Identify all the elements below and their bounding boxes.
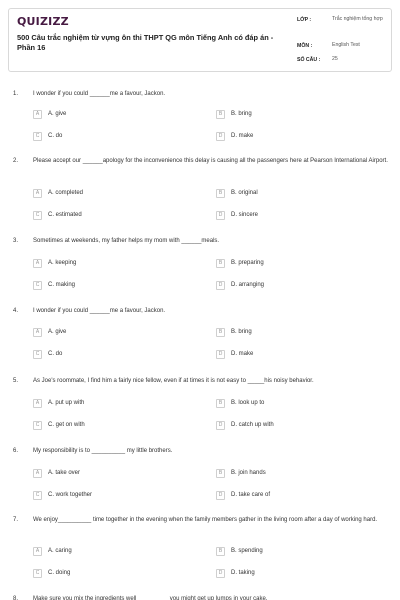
option-a[interactable] [33,257,76,269]
option-d[interactable] [216,209,258,221]
option-a[interactable] [33,326,66,338]
option-letter-box: C [33,350,42,359]
option-letter-box: C [33,211,42,220]
question-text: My responsibility is to __________ my little brothers. [33,448,173,454]
option-text: A. give [48,111,67,117]
option-a[interactable] [33,545,72,557]
option-text: D. make [231,133,254,139]
option-d[interactable] [216,489,270,501]
option-text: D. take care of [231,492,271,498]
meta-label: MÔN : [297,43,313,49]
option-text: A. keeping [48,260,77,266]
option-letter-box: B [216,469,225,478]
option-d[interactable] [216,130,253,142]
option-letter-box: D [216,421,225,430]
option-b[interactable] [216,467,266,479]
question-6 [13,447,393,456]
option-text: C. work together [48,492,93,498]
question-5 [13,377,393,386]
question-7 [13,516,393,525]
option-letter-box: B [216,110,225,119]
option-a[interactable] [33,397,84,409]
option-a[interactable] [33,187,83,199]
option-b[interactable] [216,545,263,557]
option-text: B. original [231,190,258,196]
quizizz-logo: QUIZIZZ [17,15,69,28]
option-letter-box: C [33,281,42,290]
question-4 [13,307,393,316]
option-text: C. doing [48,570,71,576]
option-letter-box: C [33,491,42,500]
option-text: D. make [231,351,254,357]
question-1 [13,90,393,99]
option-c[interactable] [33,489,92,501]
option-letter-box: A [33,189,42,198]
option-text: C. estimated [48,212,82,218]
option-d[interactable] [216,567,255,579]
question-8 [13,595,393,600]
option-b[interactable] [216,257,264,269]
option-letter-box: A [33,259,42,268]
meta-label: SỐ CÂU : [297,57,321,63]
option-text: B. join hands [231,470,266,476]
option-letter-box: A [33,328,42,337]
option-c[interactable] [33,279,75,291]
question-number: 8. [13,596,19,600]
option-a[interactable] [33,467,80,479]
question-2 [13,157,393,166]
option-letter-box: B [216,399,225,408]
option-letter-box: A [33,547,42,556]
option-text: B. preparing [231,260,264,266]
meta-label: LỚP : [297,17,312,23]
option-letter-box: A [33,110,42,119]
question-3 [13,237,393,246]
option-text: D. arranging [231,282,265,288]
option-d[interactable] [216,279,264,291]
option-letter-box: A [33,469,42,478]
option-text: D. catch up with [231,422,274,428]
question-number: 3. [13,238,19,244]
meta-value: Trắc nghiệm tổng hợp [332,16,383,22]
option-text: C. do [48,133,63,139]
option-letter-box: A [33,399,42,408]
option-letter-box: B [216,189,225,198]
option-c[interactable] [33,130,62,142]
option-text: A. put up with [48,400,85,406]
option-letter-box: C [33,421,42,430]
option-c[interactable] [33,209,82,221]
option-text: B. bring [231,111,252,117]
worksheet-title: 500 Câu trắc nghiệm từ vựng ôn thi THPT QG môn Tiếng Anh có đáp án - Phần 16 [17,33,274,52]
question-text: Sometimes at weekends, my father helps my mom with ______meals. [33,238,220,244]
meta-panel [297,15,389,69]
option-text: C. do [48,351,63,357]
meta-row-subject [297,41,389,55]
option-letter-box: B [216,259,225,268]
option-letter-box: D [216,211,225,220]
option-text: B. look up to [231,400,265,406]
option-text: A. take over [48,470,81,476]
option-letter-box: D [216,132,225,141]
question-text: As Joe's roommate, I find him a fairly nice fellow, even if at times it is not easy to _____his noisy behavior. [33,378,314,384]
option-text: A. give [48,329,67,335]
option-text: C. making [48,282,76,288]
question-number: 5. [13,378,19,384]
question-text: I wonder if you could ______me a favour, Jackon. [33,91,166,97]
option-letter-box: C [33,569,42,578]
option-b[interactable] [216,108,252,120]
option-letter-box: C [33,132,42,141]
option-letter-box: B [216,547,225,556]
question-text: I wonder if you could ______me a favour, Jackon. [33,308,166,314]
question-text: Make sure you mix the ingredients well _________ you might get up lumps in your cake. [33,596,268,600]
option-c[interactable] [33,348,62,360]
question-text: Please accept our ______apology for the inconvenience this delay is causing all the passengers here at Pearson International Airport. [33,158,388,164]
option-text: A. completed [48,190,84,196]
option-text: A. caring [48,548,72,554]
option-text: B. bring [231,329,252,335]
option-d[interactable] [216,419,274,431]
option-b[interactable] [216,187,258,199]
option-d[interactable] [216,348,253,360]
option-b[interactable] [216,326,252,338]
option-c[interactable] [33,567,70,579]
option-text: D. taking [231,570,255,576]
option-c[interactable] [33,419,85,431]
meta-row-count [297,55,389,69]
question-number: 7. [13,517,19,523]
option-text: C. get on with [48,422,85,428]
option-letter-box: D [216,491,225,500]
question-number: 1. [13,91,19,97]
question-number: 6. [13,448,19,454]
option-a[interactable] [33,108,66,120]
question-number: 4. [13,308,19,314]
option-letter-box: D [216,569,225,578]
question-number: 2. [13,158,19,164]
option-letter-box: B [216,328,225,337]
option-letter-box: D [216,350,225,359]
option-b[interactable] [216,397,264,409]
meta-value: 25 [332,56,338,62]
option-letter-box: D [216,281,225,290]
worksheet-header [8,8,392,72]
option-text: B. spending [231,548,263,554]
meta-row-class [297,15,389,41]
option-text: D. sincere [231,212,259,218]
question-text: We enjoy__________ time together in the evening when the family members gather in the living room after a day of working hard. [33,517,378,523]
meta-value: English Test [332,42,360,48]
